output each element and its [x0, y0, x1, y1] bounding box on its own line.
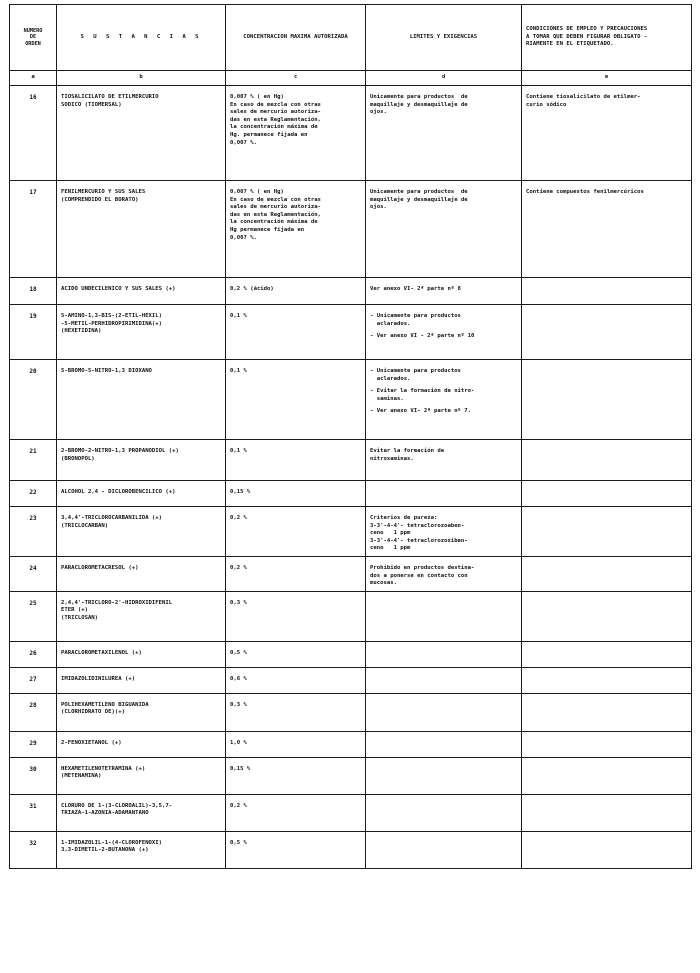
limits-line: nitrosaminas.: [370, 455, 414, 462]
limits-bullet: - Ver anexo VI - 2ª parte nº 10: [370, 333, 475, 340]
conditions-cell: [522, 794, 692, 831]
substance-cell: [57, 667, 226, 693]
substance-cell: [57, 556, 226, 591]
concentration-line: la concentración máxima de: [230, 219, 318, 226]
substance-line: 2,4,4'-TRICLORO-2'-HIDROXIDIFENIL: [61, 599, 173, 606]
conditions-cell: [522, 305, 692, 360]
column-letter: d: [366, 71, 522, 86]
header-conditions: [522, 5, 692, 71]
header-substance: S U S T A N C I A S: [57, 5, 226, 71]
table-row: [10, 86, 692, 181]
concentration-line: 0,2 %: [230, 564, 247, 571]
substance-line: (BRONOPOL): [61, 455, 95, 462]
substance-line: (TRICLOCARBAN): [61, 522, 109, 529]
limits-line: Unicamente para productos de: [370, 189, 468, 195]
substance-line: ACIDO UNDECILENICO Y SUS SALES (+): [61, 286, 176, 292]
substance-line: 2-FENOXIETANOL (+): [61, 739, 122, 746]
row-number: 22: [10, 481, 57, 507]
limits-cell: [366, 305, 522, 360]
concentration-line: 0,007 %.: [230, 234, 257, 241]
column-letter-row: [10, 71, 692, 86]
header-conditions-line: RIAMENTE EN EL ETIQUETADO.: [526, 41, 614, 48]
substance-cell: [57, 641, 226, 667]
substance-line: SODICO (TIOMERSAL): [61, 101, 122, 108]
row-number: 18: [10, 278, 57, 305]
column-letter: e: [522, 71, 692, 86]
limits-line: ceno 1 ppm: [370, 530, 411, 537]
substance-cell: [57, 86, 226, 181]
conditions-cell: [522, 440, 692, 481]
header-conditions-line: CONDICIONES DE EMPLEO Y PRECAUCIONES: [526, 26, 648, 33]
substance-line: (TRICLOSAN): [61, 614, 99, 621]
concentration-cell: [226, 278, 366, 305]
concentration-cell: [226, 507, 366, 557]
limits-cell: [366, 641, 522, 667]
limits-cell: [366, 481, 522, 507]
row-number: 28: [10, 693, 57, 731]
table-row: [10, 440, 692, 481]
limits-cell: [366, 556, 522, 591]
limits-cell: [366, 440, 522, 481]
substance-line: (HEXETIDINA): [61, 328, 102, 335]
row-number: 29: [10, 731, 57, 757]
limits-line: 3-3'-4-4'- tetraclorozoxiben-: [370, 537, 468, 544]
substance-cell: [57, 794, 226, 831]
table-row: [10, 794, 692, 831]
substance-line: 3,3-DIMETIL-2-BUTANONA (+): [61, 847, 149, 854]
limits-cell: [366, 693, 522, 731]
substance-cell: [57, 693, 226, 731]
conditions-cell: [522, 591, 692, 641]
conditions-cell: [522, 667, 692, 693]
concentration-line: sales de mercurio autoriza-: [230, 204, 321, 211]
table-row: [10, 556, 692, 591]
concentration-cell: [226, 591, 366, 641]
table-row: [10, 181, 692, 278]
limits-line: ojos.: [370, 109, 387, 116]
substance-line: 1-IMIDAZOLIL-1-(4-CLOROFENOXI): [61, 839, 163, 846]
concentration-line: la concentración máxima de: [230, 124, 318, 131]
limits-line: Criterios de pureza:: [370, 515, 438, 521]
concentration-line: 0,6 %: [230, 675, 247, 682]
concentration-cell: [226, 667, 366, 693]
table-row: [10, 481, 692, 507]
conditions-cell: [522, 831, 692, 868]
limits-bullet: - Ver anexo VI- 2ª parte nº 7.: [370, 408, 472, 415]
concentration-cell: [226, 481, 366, 507]
substance-line: HEXAMETILENOTETRAMINA (+): [61, 765, 146, 772]
row-number: 27: [10, 667, 57, 693]
row-number: 17: [10, 181, 57, 278]
conditions-line: Contiene tiosalicilato de etilmer-: [526, 94, 641, 100]
substance-cell: [57, 360, 226, 440]
substance-line: (METENAMINA): [61, 773, 102, 780]
concentration-line: 0,3 %: [230, 701, 247, 708]
concentration-cell: [226, 440, 366, 481]
substance-line: (COMPRENDIDO EL BORATO): [61, 196, 139, 203]
conditions-cell: [522, 641, 692, 667]
table-row: [10, 731, 692, 757]
document-page: [9, 4, 691, 869]
concentration-line: 0,007 % ( en Hg): [230, 94, 284, 100]
table-row: [10, 360, 692, 440]
concentration-line: En caso de mezcla con otras: [230, 101, 321, 108]
concentration-cell: [226, 86, 366, 181]
header-num-line: DE: [29, 34, 37, 41]
substance-cell: [57, 731, 226, 757]
concentration-line: 0,007 % ( en Hg): [230, 189, 284, 195]
header-limits: LIMITES Y EXIGENCIAS: [366, 5, 522, 71]
limits-cell: [366, 831, 522, 868]
concentration-cell: [226, 181, 366, 278]
column-letter: c: [226, 71, 366, 86]
limits-line: 3-3'-4-4'- tetraclorozoaben-: [370, 522, 465, 529]
limits-line: mucosas.: [370, 580, 397, 587]
substances-table: [9, 4, 692, 869]
substance-line: (CLORHIDRATO DE)(+): [61, 709, 125, 716]
table-row: [10, 693, 692, 731]
concentration-cell: [226, 757, 366, 794]
table-row: [10, 591, 692, 641]
substance-line: CLORURO DE 1-(3-CLOROALIL)-3,5,7-: [61, 802, 173, 809]
concentration-line: Hg permanece fijada en: [230, 226, 305, 233]
conditions-cell: [522, 181, 692, 278]
header-num: [10, 5, 57, 71]
concentration-cell: [226, 360, 366, 440]
substance-line: 5-AMINO-1,3-BIS-(2-ETIL-HEXIL): [61, 313, 163, 319]
substance-cell: [57, 440, 226, 481]
row-number: 20: [10, 360, 57, 440]
table-row: [10, 641, 692, 667]
header-num-line: NUMERO: [23, 28, 43, 35]
header-conditions-line: A TOMAR QUE DEBEN FIGURAR OBLIGATO -: [526, 33, 648, 40]
concentration-line: 0,007 %.: [230, 139, 257, 146]
row-number: 24: [10, 556, 57, 591]
row-number: 30: [10, 757, 57, 794]
concentration-line: En caso de mezcla con otras: [230, 196, 321, 203]
substance-cell: [57, 507, 226, 557]
row-number: 16: [10, 86, 57, 181]
substance-line: ALCOHOL 2,4 - DICLOROBENCILICO (+): [61, 489, 176, 495]
limits-line: ojos.: [370, 204, 387, 211]
concentration-line: 0,1 %: [230, 313, 247, 319]
limits-cell: [366, 757, 522, 794]
row-number: 21: [10, 440, 57, 481]
concentration-line: das en esta Reglamentación,: [230, 211, 321, 218]
concentration-line: 1,0 %: [230, 739, 247, 746]
limits-line: Prohibido en productos destina-: [370, 564, 475, 571]
conditions-cell: [522, 757, 692, 794]
conditions-cell: [522, 481, 692, 507]
substance-line: 2-BROMO-2-NITRO-1,3 PROPANODIOL (+): [61, 448, 179, 454]
concentration-cell: [226, 641, 366, 667]
limits-line: Unicamente para productos de: [370, 94, 468, 100]
table-row: [10, 757, 692, 794]
concentration-line: 0,2 %: [230, 515, 247, 521]
column-letter: b: [57, 71, 226, 86]
substance-line: POLIHEXAMETILENO BIGUANIDA: [61, 701, 149, 708]
concentration-cell: [226, 794, 366, 831]
limits-cell: [366, 591, 522, 641]
concentration-line: 0,15 %: [230, 765, 251, 772]
limits-cell: [366, 667, 522, 693]
table-row: [10, 507, 692, 557]
conditions-cell: [522, 731, 692, 757]
header-num-line: ORDEN: [25, 40, 41, 47]
substance-cell: [57, 181, 226, 278]
limits-cell: [366, 794, 522, 831]
table-row: [10, 278, 692, 305]
conditions-line: Contiene compuestos fenilmercúricos: [526, 189, 644, 195]
limits-line: ceno 1 ppm: [370, 545, 411, 552]
conditions-cell: [522, 86, 692, 181]
limits-cell: [366, 278, 522, 305]
concentration-line: Hg. permanece fijada en: [230, 131, 308, 138]
conditions-cell: [522, 507, 692, 557]
row-number: 23: [10, 507, 57, 557]
substance-line: IMIDAZOLIDINILUREA (+): [61, 675, 136, 682]
concentration-line: das en esta Reglamentación,: [230, 116, 321, 123]
substance-line: FENILMERCURIO Y SUS SALES: [61, 189, 146, 195]
concentration-line: 0,1 %: [230, 368, 247, 374]
limits-cell: [366, 86, 522, 181]
conditions-cell: [522, 693, 692, 731]
substance-line: -5-METIL-PERHIDROPIRIMIDINA(+): [61, 320, 163, 327]
limits-line: Ver anexo VI- 2ª parte nº 8: [370, 286, 461, 292]
substance-cell: [57, 481, 226, 507]
limits-line: dos a ponerse en contacto con: [370, 572, 468, 579]
substance-line: PARACLOROMETACRESOL (+): [61, 564, 139, 571]
concentration-line: 0,15 %: [230, 489, 251, 495]
row-number: 32: [10, 831, 57, 868]
limits-line: maquillaje y desmaquillaje de: [370, 101, 468, 108]
substance-line: ETER (+): [61, 607, 88, 614]
header-row: [10, 5, 692, 71]
substance-line: TIOSALICILATO DE ETILMERCURIO: [61, 94, 159, 100]
limits-cell: [366, 507, 522, 557]
concentration-cell: [226, 693, 366, 731]
concentration-line: 0,3 %: [230, 599, 247, 606]
table-row: [10, 667, 692, 693]
limits-line: Evitar la formación de: [370, 448, 445, 454]
limits-bullet: - Evitar la formación de nitro- saminas.: [370, 388, 475, 402]
conditions-cell: [522, 360, 692, 440]
substance-cell: [57, 278, 226, 305]
concentration-line: 0,1 %: [230, 448, 247, 454]
substance-cell: [57, 831, 226, 868]
substance-line: TRIAZA-1-AZONIA-ADAMANTANO: [61, 810, 149, 817]
concentration-cell: [226, 731, 366, 757]
limits-cell: [366, 731, 522, 757]
substance-cell: [57, 305, 226, 360]
concentration-cell: [226, 831, 366, 868]
concentration-line: 0,5 %: [230, 649, 247, 656]
concentration-line: 0,2 % (ácido): [230, 286, 274, 292]
concentration-cell: [226, 556, 366, 591]
table-row: [10, 305, 692, 360]
concentration-line: 0,2 %: [230, 802, 247, 809]
substance-line: 3,4,4'-TRICLOROCARBANILIDA (+): [61, 515, 163, 521]
limits-bullet: - Unicamente para productos aclarados.: [370, 313, 461, 327]
table-body: [10, 86, 692, 869]
conditions-cell: [522, 556, 692, 591]
row-number: 26: [10, 641, 57, 667]
row-number: 31: [10, 794, 57, 831]
substance-line: 5-BROMO-5-NITRO-1,3 DIOXANO: [61, 368, 152, 374]
substance-line: PARACLOROMETAXILENOL (+): [61, 649, 142, 656]
row-number: 19: [10, 305, 57, 360]
limits-bullet: - Unicamente para productos aclarados.: [370, 368, 461, 382]
conditions-cell: [522, 278, 692, 305]
limits-line: maquillaje y desmaquillaje de: [370, 196, 468, 203]
concentration-cell: [226, 305, 366, 360]
table-row: [10, 831, 692, 868]
substance-cell: [57, 757, 226, 794]
limits-cell: [366, 360, 522, 440]
column-letter: a: [10, 71, 57, 86]
substance-cell: [57, 591, 226, 641]
row-number: 25: [10, 591, 57, 641]
limits-cell: [366, 181, 522, 278]
header-concentration: CONCENTRACION MAXIMA AUTORIZADA: [226, 5, 366, 71]
concentration-line: sales de mercurio autoriza-: [230, 109, 321, 116]
concentration-line: 0,5 %: [230, 839, 247, 846]
conditions-line: curio sódico: [526, 101, 567, 108]
